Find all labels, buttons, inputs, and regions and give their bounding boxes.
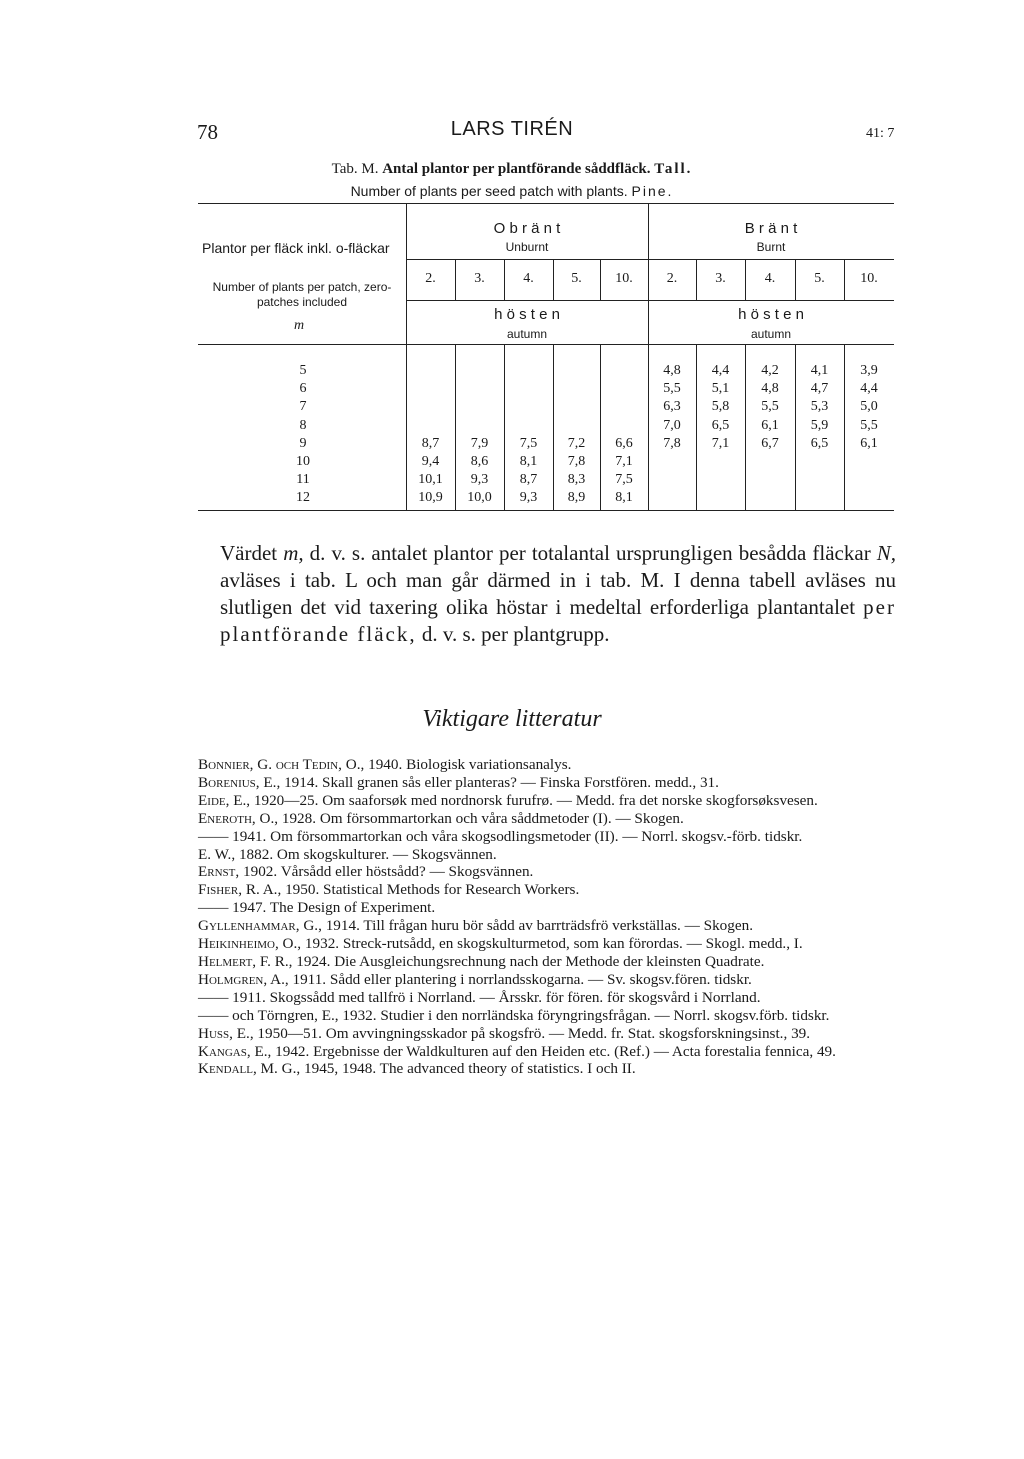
- reference-author: ——: [198, 988, 229, 1006]
- table-top-rule: [198, 203, 894, 204]
- table-cell: 9,4: [421, 454, 440, 469]
- autumn-caption: h ö s t e n: [738, 306, 804, 323]
- autumn-header: 3.: [715, 271, 726, 286]
- reference-item: [198, 953, 896, 971]
- reference-text: 1902. Vårsådd eller höstsådd? — Skogsvännen.: [239, 863, 534, 881]
- autumn-header: 3.: [474, 271, 485, 286]
- table-species-swedish: Tall.: [654, 161, 693, 177]
- table-cell: 7,2: [567, 435, 586, 451]
- autumn-header: 10.: [860, 271, 878, 286]
- reference-author: Gyllenhammar, G.,: [198, 917, 322, 935]
- paragraph-emphasis: per plantförande fläck,: [220, 595, 896, 646]
- running-head: LARS TIRÉN: [450, 118, 574, 140]
- table-cell: 8,3: [567, 472, 586, 488]
- table-cell: 8,1: [519, 454, 538, 469]
- row-header-english: Number of plants per patch, zero-patches included: [212, 280, 392, 309]
- table-caption-swedish: [0, 158, 1024, 180]
- m-value: 12: [296, 490, 310, 506]
- paragraph-text: d. v. s. per plantgrupp.: [416, 622, 610, 646]
- table-cell: 5,5: [761, 399, 779, 415]
- reference-author: Ernst,: [198, 863, 240, 881]
- reference-author: E. W.,: [198, 845, 236, 863]
- table-cell: 6,1: [860, 435, 878, 451]
- reference-author: ——: [198, 1006, 229, 1024]
- reference-text: 1911. Skogssådd med tallfrö i Norrland. — Årsskr. för fören. för skogsvård i Norrland.: [228, 988, 761, 1006]
- autumn-caption: h ö s t e n: [494, 306, 560, 323]
- reference-item: [198, 774, 896, 792]
- table-cell: 10,0: [467, 490, 492, 506]
- table-cell: 7,5: [615, 472, 633, 488]
- row-header-swedish: Plantor per fläck inkl. o-fläckar: [202, 240, 390, 256]
- table-header-subrule: [406, 259, 648, 260]
- table-cell: 4,7: [810, 381, 829, 397]
- reference-text: 1950. Statistical Methods for Research Workers.: [281, 881, 580, 899]
- table-cell: 6,3: [663, 399, 681, 415]
- table-cell: 4,2: [761, 363, 779, 378]
- table-cell: 5,5: [663, 381, 681, 397]
- autumn-header: 2.: [425, 271, 436, 286]
- table-cell: 9,3: [519, 490, 538, 506]
- table-species-english: Pine.: [631, 183, 674, 199]
- table-cell: 6,1: [761, 417, 779, 433]
- paragraph-symbol-m: m,: [283, 541, 304, 565]
- table-cell: 10,1: [418, 472, 443, 488]
- paragraph-symbol-n: N,: [876, 541, 897, 565]
- paragraph-text: Värdet: [220, 541, 284, 565]
- m-value: 11: [296, 472, 310, 488]
- autumn-header: 2.: [666, 271, 678, 286]
- reference-text: 1911. Sådd eller plantering i norrlandsskogarna. — Sv. skogsv.fören. tidskr.: [288, 970, 752, 988]
- reference-text: 1914. Skall granen sås eller planteras? — Finska Forstfören. medd., 31.: [280, 773, 719, 791]
- table-cell: 9,3: [470, 472, 489, 488]
- table-cell: 4,4: [711, 363, 730, 378]
- table-cell: 5,3: [810, 399, 829, 415]
- autumn-header: 10.: [615, 271, 633, 286]
- table-caption: [0, 158, 1024, 202]
- table-cell: 7,5: [519, 435, 538, 451]
- paragraph-text: avläses i tab. L och man går därmed in i tab. M. I denna tabell avläses nu slutligen det vid taxering olika höstar i medeltal erforderliga plantantalet: [220, 568, 896, 619]
- table-cell: 5,5: [860, 417, 878, 433]
- m-value: 7: [299, 399, 307, 415]
- reference-text: 1942. Ergebnisse der Waldkulturen auf den Heiden etc. (Ref.) — Acta forestalia fennica, 49.: [271, 1042, 836, 1060]
- reference-item: [198, 1043, 896, 1061]
- table-cell: 5,1: [711, 381, 730, 397]
- reference-author: Helmert, F. R.,: [198, 952, 293, 970]
- body-paragraph: [220, 540, 896, 648]
- reference-author: Bonnier, G. och Tedin, O.,: [198, 756, 365, 773]
- reference-item: [198, 881, 896, 899]
- table-title-english: Number of plants per seed patch with plants.: [350, 183, 628, 199]
- table-cell: 4,8: [761, 381, 779, 397]
- row-header-symbol: m: [294, 318, 305, 333]
- reference-text: 1914. Till frågan huru bör sådd av barrträdsfrö verkställas. — Skogen.: [321, 917, 753, 935]
- reference-text: och Törngren, E., 1932. Studier i den norrländska föryngringsfrågan. — Norrl. skogsv.förb. tidskr.: [228, 1006, 830, 1024]
- table-cell: 5,0: [860, 399, 878, 415]
- group-header-burnt-english: Burnt: [756, 240, 786, 254]
- reference-author: Borenius, E.,: [198, 773, 281, 791]
- reference-item: [198, 828, 896, 846]
- table-cell: 7,9: [470, 435, 489, 451]
- reference-author: Huss, E.,: [198, 1024, 254, 1042]
- table-cell: 7,0: [663, 417, 681, 433]
- reference-author: Eneroth, O.,: [198, 809, 279, 827]
- m-value: 10: [296, 454, 310, 469]
- autumn-caption-english: autumn: [506, 327, 548, 341]
- table-header-subrule: [406, 300, 648, 301]
- reference-author: Heikinheimo, O.,: [198, 935, 302, 953]
- reference-text: 1941. Om försommartorkan och våra skogsodlingsmetoder (II). — Norrl. skogsv.-förb. tidskr.: [228, 827, 803, 845]
- m-value: 6: [299, 381, 307, 397]
- literature-heading: Viktigare litteratur: [422, 706, 602, 732]
- reference-item: [198, 899, 896, 917]
- reference-item: [198, 917, 896, 935]
- table-caption-english: [0, 180, 1024, 202]
- group-header-unburnt-english: Unburnt: [505, 240, 549, 254]
- table-cell: 7,1: [711, 435, 730, 451]
- reference-list: [198, 756, 896, 1078]
- volume-reference: 41: 7: [866, 126, 895, 141]
- m-value: 5: [299, 363, 307, 378]
- table-bottom-rule: [198, 510, 894, 511]
- reference-item: [198, 863, 896, 881]
- table-cell: 6,5: [810, 435, 829, 451]
- autumn-header: 5.: [571, 271, 582, 286]
- autumn-header: 4.: [764, 271, 776, 286]
- table-cell: 5,9: [810, 417, 829, 433]
- table-cell: 8,9: [567, 490, 586, 506]
- table-header-rule: [198, 344, 894, 345]
- reference-text: 1932. Streck-rutsådd, en skogskulturmetod, som kan förordas. — Skogl. medd., I.: [301, 935, 803, 953]
- table-header-subrule: [648, 259, 894, 260]
- table-cell: 10,9: [418, 490, 443, 506]
- reference-author: Kangas, E.,: [198, 1042, 272, 1060]
- reference-item: [198, 989, 896, 1007]
- table-cell: 8,1: [615, 490, 633, 506]
- reference-item: [198, 1007, 896, 1025]
- table-cell: 8,7: [421, 435, 440, 451]
- table-cell: 3,9: [860, 363, 878, 378]
- table-cell: 4,4: [860, 381, 878, 397]
- reference-text: 1940. Biologisk variationsanalys.: [364, 756, 572, 773]
- reference-text: 1950—51. Om avvingningsskador på skogsfrö. — Medd. fr. Stat. skogsforskningsinst., 39.: [253, 1024, 811, 1042]
- reference-text: 1924. Die Ausgleichungsrechnung nach der Methode der kleinsten Quadrate.: [292, 952, 765, 970]
- reference-text: 1947. The Design of Experiment.: [228, 899, 436, 917]
- table-cell: 7,1: [615, 454, 633, 469]
- m-value: 8: [299, 417, 307, 433]
- table-title-swedish: Antal plantor per plantförande såddfläck.: [382, 161, 651, 177]
- reference-item: [198, 971, 896, 989]
- reference-author: Fisher, R. A.,: [198, 881, 282, 899]
- paragraph-text: d. v. s. antalet plantor per totalantal ursprungligen besådda fläckar: [303, 541, 877, 565]
- table-cell: 7,8: [663, 435, 681, 451]
- reference-item: [198, 1060, 896, 1078]
- reference-item: [198, 846, 896, 864]
- table-cell: 8,7: [519, 472, 538, 488]
- reference-item: [198, 935, 896, 953]
- group-header-unburnt: O b r ä n t: [493, 220, 561, 237]
- reference-item: [198, 792, 896, 810]
- table-cell: 8,6: [470, 454, 489, 469]
- reference-text: 1945, 1948. The advanced theory of statistics. I och II.: [300, 1060, 636, 1078]
- table-cell: 5,8: [711, 399, 730, 415]
- reference-author: ——: [198, 899, 229, 917]
- table-cell: 4,8: [663, 363, 681, 378]
- reference-item: [198, 756, 896, 774]
- reference-author: Kendall, M. G.,: [198, 1060, 301, 1078]
- reference-text: 1882. Om skogskulturer. — Skogsvännen.: [235, 845, 497, 863]
- reference-author: ——: [198, 827, 229, 845]
- autumn-header: 5.: [814, 271, 825, 286]
- m-value: 9: [299, 435, 307, 451]
- table-cell: 7,8: [567, 454, 586, 469]
- reference-author: Holmgren, A.,: [198, 970, 289, 988]
- reference-item: [198, 1025, 896, 1043]
- group-header-burnt: B r ä n t: [744, 220, 798, 237]
- table-header-subrule: [648, 300, 894, 301]
- table-cell: 6,6: [615, 435, 633, 451]
- page-number: 78: [197, 120, 218, 144]
- table-cell: 4,1: [810, 363, 829, 378]
- reference-author: Eide, E.,: [198, 791, 251, 809]
- reference-item: [198, 810, 896, 828]
- table-cell: 6,5: [711, 417, 730, 433]
- data-table: [198, 203, 894, 510]
- reference-text: 1920—25. Om saaforsøk med nordnorsk furufrø. — Medd. fra det norske skogforsøksvesen.: [250, 791, 818, 809]
- table-label: Tab. M.: [331, 161, 379, 177]
- autumn-header: 4.: [523, 271, 534, 286]
- reference-text: 1928. Om försommartorkan och våra såddmetoder (I). — Skogen.: [278, 809, 684, 827]
- autumn-caption-english: autumn: [750, 327, 792, 341]
- table-cell: 6,7: [761, 435, 779, 451]
